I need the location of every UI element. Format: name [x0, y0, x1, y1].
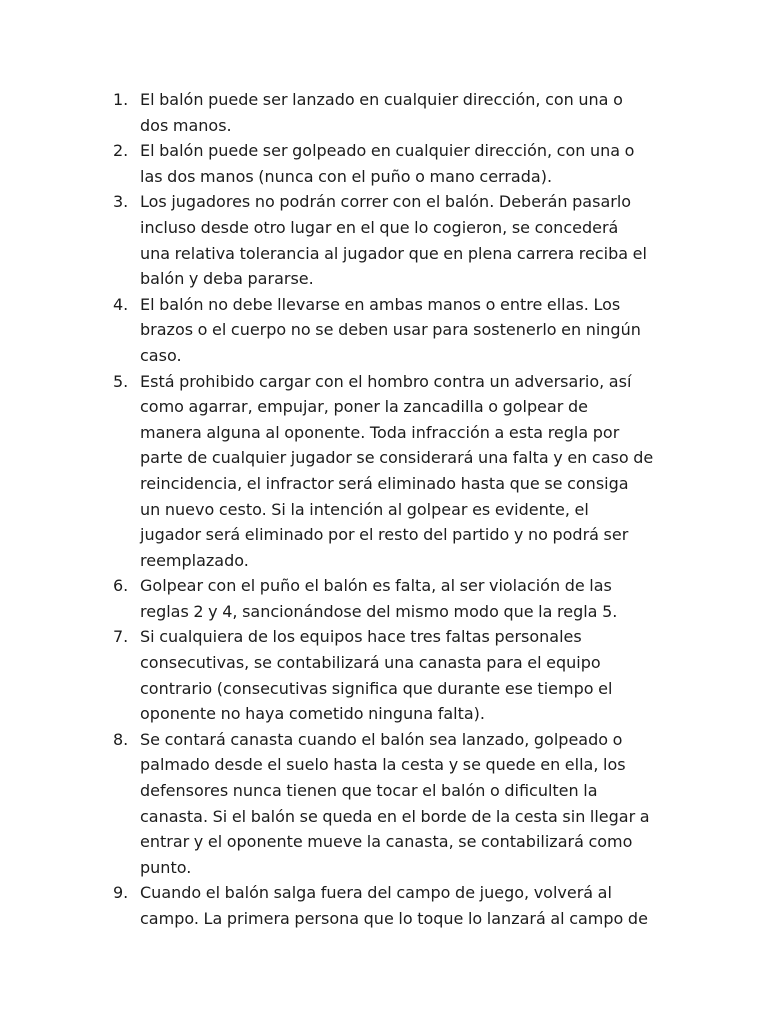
- rule-item: [113, 624, 713, 726]
- rule-text-line: Se contará canasta cuando el balón sea lanzado, golpeado o: [140, 729, 623, 749]
- rule-item: [113, 292, 713, 369]
- rule-text-line: palmado desde el suelo hasta la cesta y se quede en ella, los: [140, 755, 626, 775]
- rule-number: 8.: [113, 729, 129, 749]
- rule-text-line: Cuando el balón salga fuera del campo de juego, volverá al: [140, 883, 612, 903]
- rule-item: [113, 880, 713, 931]
- rule-text-line: punto.: [140, 857, 192, 877]
- rule-text-line: El balón no debe llevarse en ambas manos o entre ellas. Los: [140, 294, 621, 314]
- rule-text: [140, 138, 713, 189]
- rule-text-line: Si cualquiera de los equipos hace tres faltas personales: [140, 627, 582, 647]
- rule-text-line: El balón puede ser lanzado en cualquier dirección, con una o: [140, 90, 623, 109]
- rule-text-line: Está prohibido cargar con el hombro contra un adversario, así: [140, 371, 632, 391]
- rule-text: [140, 880, 713, 931]
- rule-text-line: las dos manos (nunca con el puño o mano cerrada).: [140, 166, 553, 186]
- rule-text-line: caso.: [140, 345, 182, 365]
- rule-text-line: Golpear con el puño el balón es falta, al ser violación de las: [140, 576, 612, 596]
- rule-number: 9.: [113, 883, 129, 903]
- rule-item: [113, 573, 713, 624]
- rule-item: [113, 369, 713, 574]
- rule-item: [113, 87, 713, 138]
- rule-text-line: campo. La primera persona que lo toque lo lanzará al campo de: [140, 909, 648, 928]
- rule-text-line: balón y deba pararse.: [140, 269, 314, 289]
- rule-item: [113, 138, 713, 189]
- rule-text-line: incluso desde otro lugar en el que lo cogieron, se concederá: [140, 217, 619, 237]
- rule-text: [140, 87, 713, 138]
- rule-text-line: Los jugadores no podrán correr con el balón. Deberán pasarlo: [140, 192, 632, 212]
- rule-text: [140, 727, 713, 881]
- rule-number: 2.: [113, 141, 129, 161]
- rule-text-line: un nuevo cesto. Si la intención al golpear es evidente, el: [140, 499, 589, 519]
- rule-text-line: defensores nunca tienen que tocar el balón o dificulten la: [140, 781, 598, 801]
- rule-text-line: parte de cualquier jugador se considerará una falta y en caso de: [140, 448, 654, 468]
- rule-number: 4.: [113, 294, 129, 314]
- rule-text-line: como agarrar, empujar, poner la zancadilla o golpear de: [140, 397, 588, 417]
- rule-item: [113, 727, 713, 881]
- rule-number: 6.: [113, 576, 129, 596]
- rule-text: [140, 573, 713, 624]
- rule-text-line: consecutivas, se contabilizará una canasta para el equipo: [140, 653, 601, 673]
- rule-text: [140, 624, 713, 726]
- rule-text-line: oponente no haya cometido ninguna falta).: [140, 704, 485, 724]
- rule-text-line: brazos o el cuerpo no se deben usar para sostenerlo en ningún: [140, 320, 641, 340]
- rule-number: 3.: [113, 192, 129, 212]
- rules-list: [113, 87, 713, 932]
- rule-item: [113, 189, 713, 291]
- rule-text: [140, 292, 713, 369]
- rule-text-line: manera alguna al oponente. Toda infracción a esta regla por: [140, 422, 620, 442]
- rule-text: [140, 189, 713, 291]
- rule-text-line: reincidencia, el infractor será eliminado hasta que se consiga: [140, 473, 629, 493]
- rule-text-line: una relativa tolerancia al jugador que en plena carrera reciba el: [140, 243, 647, 263]
- rule-number: 1.: [113, 90, 129, 109]
- rule-text-line: contrario (consecutivas significa que durante ese tiempo el: [140, 678, 613, 698]
- rule-number: 7.: [113, 627, 129, 647]
- rule-text: [140, 369, 713, 574]
- rule-text-line: reglas 2 y 4, sancionándose del mismo modo que la regla 5.: [140, 601, 618, 621]
- rule-text-line: El balón puede ser golpeado en cualquier dirección, con una o: [140, 141, 635, 161]
- rule-text-line: jugador será eliminado por el resto del partido y no podrá ser: [140, 525, 629, 545]
- rule-text-line: reemplazado.: [140, 550, 249, 570]
- rule-text-line: dos manos.: [140, 115, 232, 135]
- rule-text-line: canasta. Si el balón se queda en el borde de la cesta sin llegar a: [140, 806, 650, 826]
- rule-text-line: entrar y el oponente mueve la canasta, se contabilizará como: [140, 832, 633, 852]
- rule-number: 5.: [113, 371, 129, 391]
